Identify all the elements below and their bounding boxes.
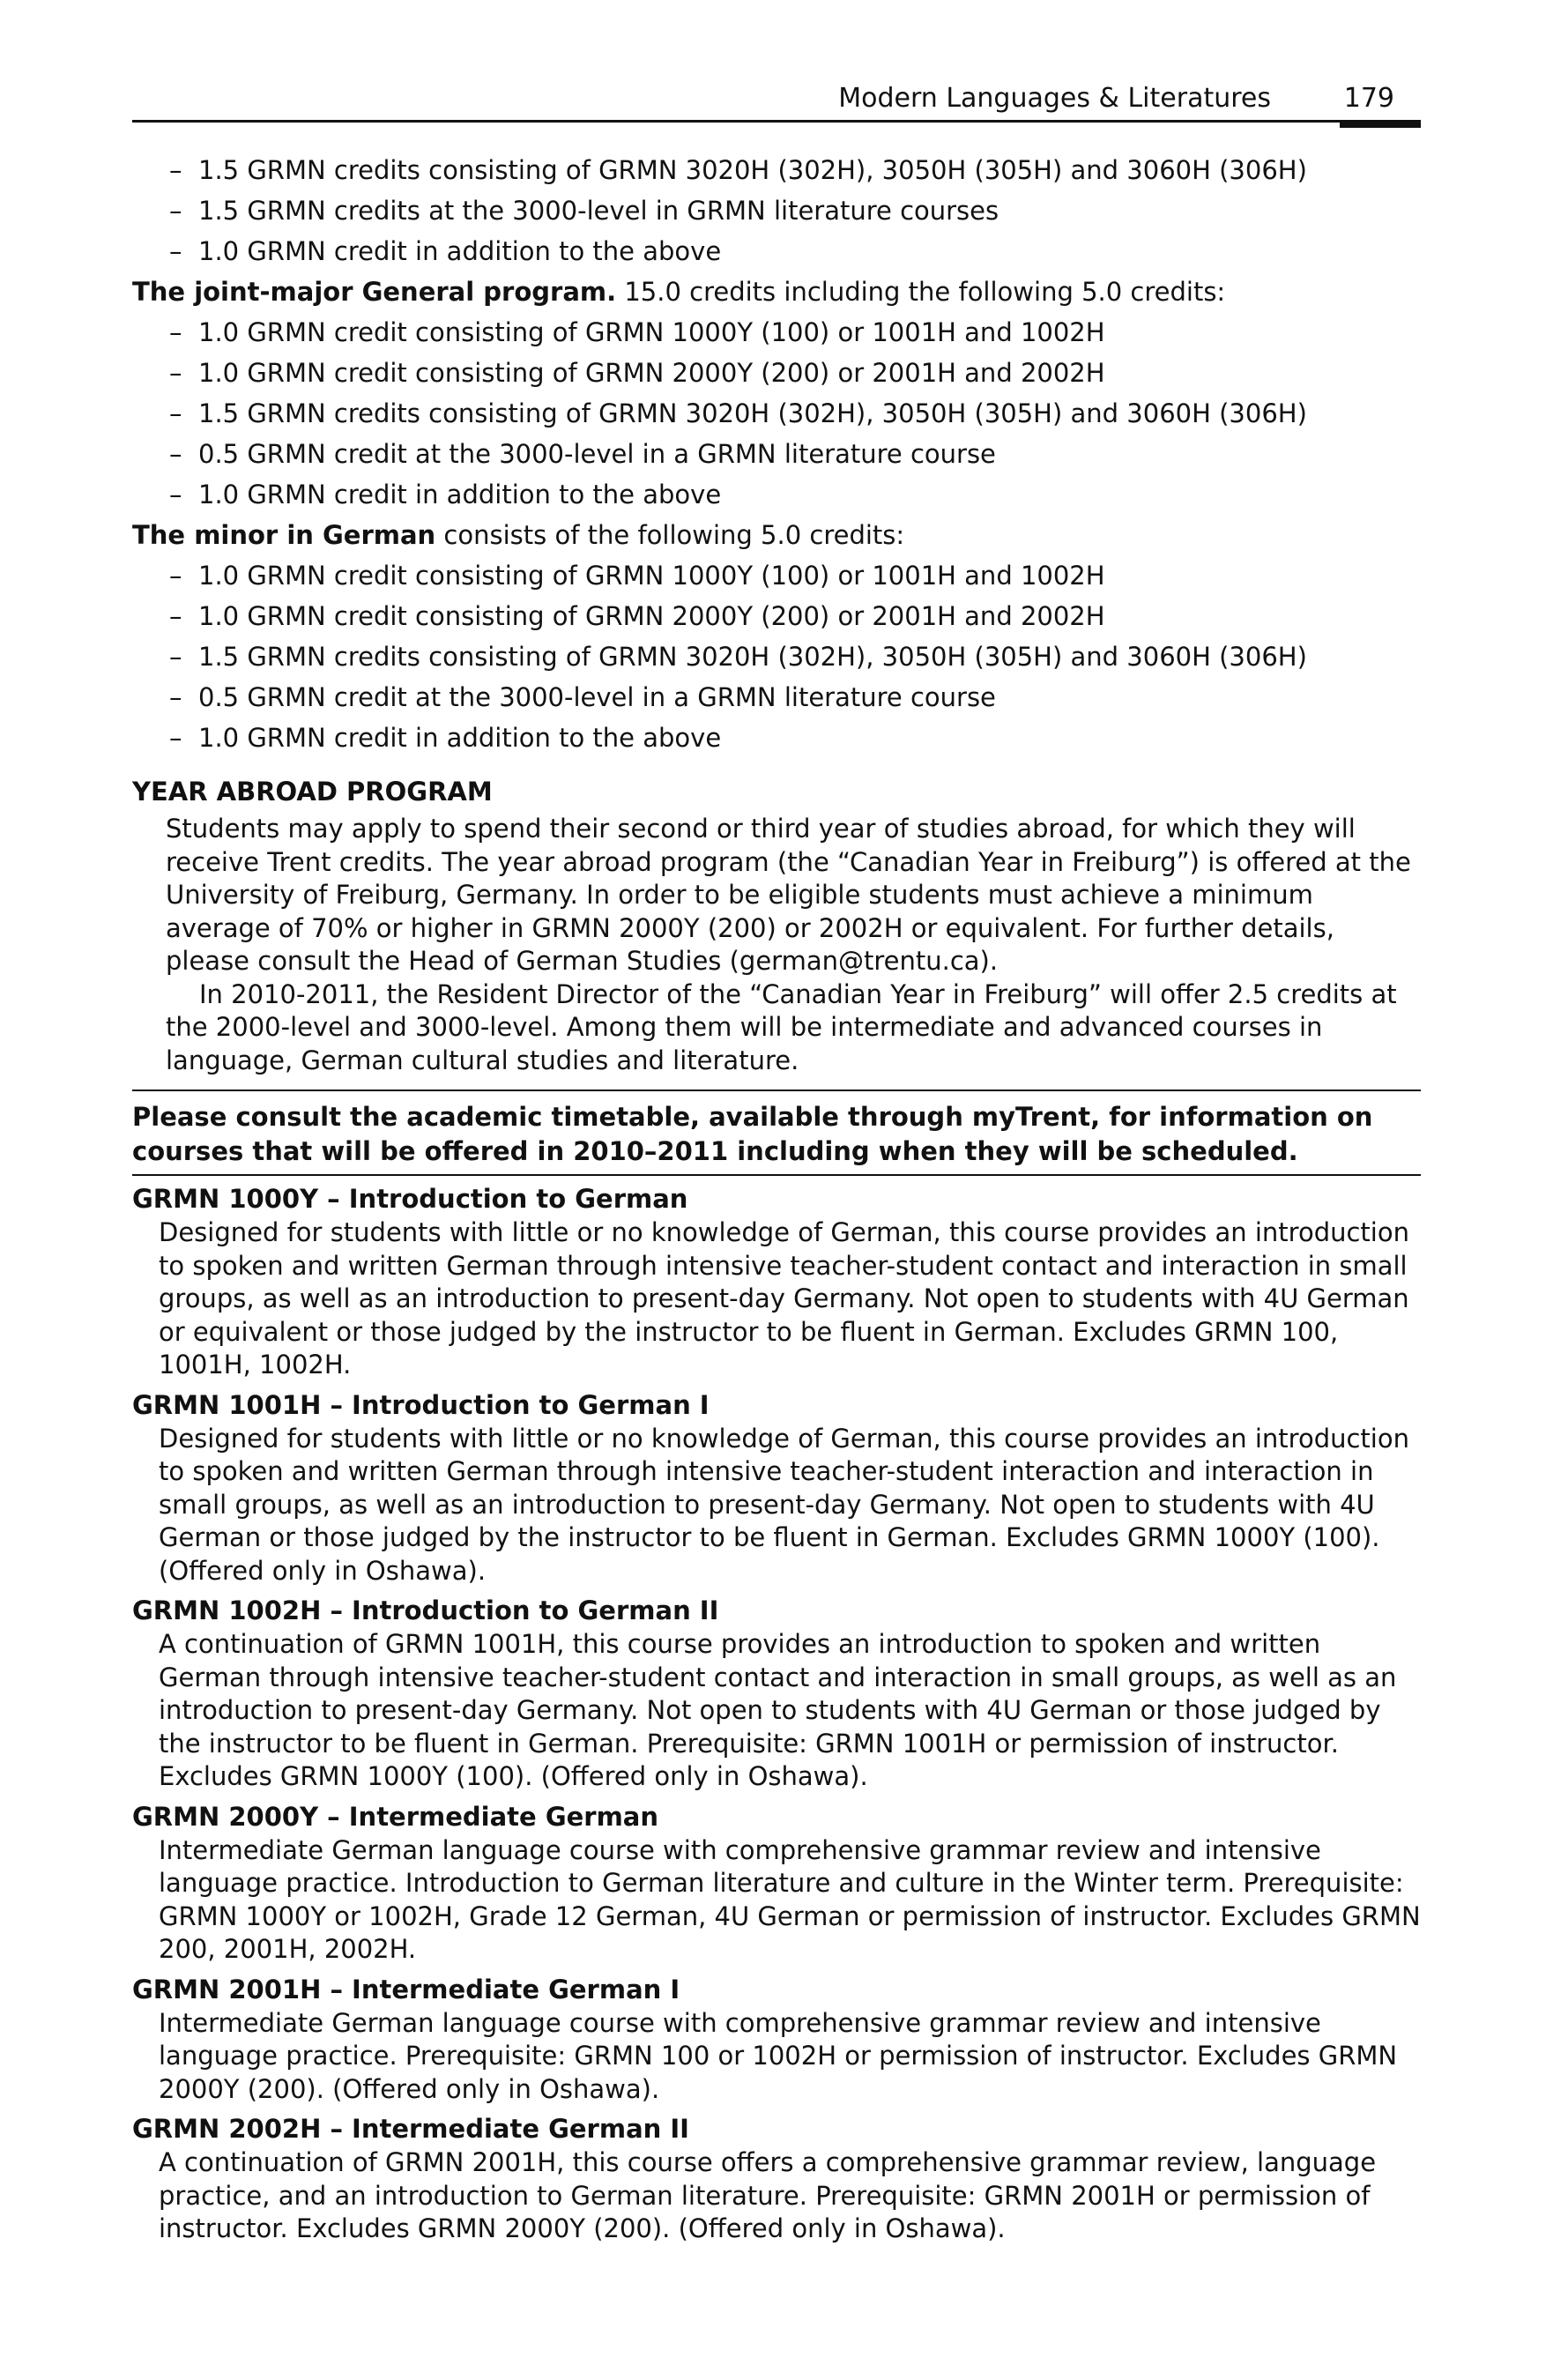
list-item: – 1.5 GRMN credits consisting of GRMN 3020H (302H), 3050H (305H) and 3060H (306H) xyxy=(169,155,1307,185)
course-title: GRMN 2000Y – Intermediate German xyxy=(132,1801,659,1832)
year-abroad-paragraph: Students may apply to spend their second or third year of studies abroad, for which they will receive Trent credits. The year abroad program (the “Canadian Year in Freiburg”) is offered at the University of Freiburg, Germany. In order to be eligible students must achieve a minimum average of 70% or higher in GRMN 2000Y (200) or 2002H or equivalent. For further details, please consult the Head of German Studies (german@trentu.ca). xyxy=(166,814,1411,976)
course-title: GRMN 2001H – Intermediate German I xyxy=(132,1974,680,2004)
course-description: A continuation of GRMN 2001H, this course offers a comprehensive grammar review, language practice, and an introduction to German literature. Prerequisite: GRMN 2001H or permission of instructor. Excludes GRMN 2000Y (200). (Offered only in Oshawa). xyxy=(159,2147,1377,2243)
course-entry xyxy=(132,1972,1421,2107)
timetable-notice: Please consult the academic timetable, available through myTrent, for information on courses that will be offered in 2010–2011 including when they will be scheduled. xyxy=(132,1090,1421,1176)
list-item: – 0.5 GRMN credit at the 3000-level in a GRMN literature course xyxy=(169,682,996,712)
course-title: GRMN 1002H – Introduction to German II xyxy=(132,1595,719,1625)
list-item: – 1.0 GRMN credit consisting of GRMN 1000Y (100) or 1001H and 1002H xyxy=(169,317,1105,347)
course-title: GRMN 2002H – Intermediate German II xyxy=(132,2114,689,2144)
course-description: Designed for students with little or no knowledge of German, this course provides an introduction to spoken and written German through intensive teacher-student contact and interaction in small groups, as well as an introduction to present-day Germany. Not open to students with 4U German or equivalent or those judged by the instructor to be fluent in German. Excludes GRMN 100, 1001H, 1002H. xyxy=(159,1217,1409,1380)
list-item: – 1.5 GRMN credits consisting of GRMN 3020H (302H), 3050H (305H) and 3060H (306H) xyxy=(169,398,1307,428)
top-requirement-list xyxy=(132,150,1421,271)
course-description: Intermediate German language course with comprehensive grammar review and intensive language practice. Introduction to German literature and culture in the Winter term. Prerequisite: GRMN 1000Y or 1002H, Grade 12 German, 4U German or permission of instructor. Excludes GRMN 200, 2001H, 2002H. xyxy=(159,1834,1421,1964)
course-title: GRMN 1000Y – Introduction to German xyxy=(132,1184,688,1214)
list-item: – 0.5 GRMN credit at the 3000-level in a GRMN literature course xyxy=(169,439,996,469)
minor-list xyxy=(132,555,1421,758)
minor-title: The minor in German xyxy=(132,520,436,550)
year-abroad-paragraph: In 2010-2011, the Resident Director of the “Canadian Year in Freiburg” will offer 2.5 credits at the 2000-level and 3000-level. Among them will be intermediate and advanced courses in language, German cultural studies and literature. xyxy=(166,978,1397,1075)
minor-intro: The minor in German consists of the following 5.0 credits: xyxy=(132,520,905,550)
list-item: – 1.0 GRMN credit in addition to the above xyxy=(169,236,722,266)
list-item: – 1.5 GRMN credits at the 3000-level in GRMN literature courses xyxy=(169,196,999,226)
list-item: – 1.5 GRMN credits consisting of GRMN 3020H (302H), 3050H (305H) and 3060H (306H) xyxy=(169,642,1307,672)
joint-major-intro: The joint-major General program. 15.0 credits including the following 5.0 credits: xyxy=(132,277,1226,307)
course-description: Designed for students with little or no knowledge of German, this course provides an introduction to spoken and written German through intensive teacher-student interaction and interaction in small groups, as well as an introduction to present-day Germany. Not open to students with 4U German or those judged by the instructor to be fluent in German. Excludes GRMN 1000Y (100). (Offered only in Oshawa). xyxy=(159,1423,1409,1586)
course-entry xyxy=(132,1181,1421,1382)
course-title: GRMN 1001H – Introduction to German I xyxy=(132,1389,710,1420)
list-item: – 1.0 GRMN credit consisting of GRMN 2000Y (200) or 2001H and 2002H xyxy=(169,358,1105,388)
course-entry xyxy=(132,1799,1421,1967)
list-item: – 1.0 GRMN credit consisting of GRMN 1000Y (100) or 1001H and 1002H xyxy=(169,561,1105,591)
joint-major-title: The joint-major General program. xyxy=(132,277,617,307)
year-abroad-heading: YEAR ABROAD PROGRAM xyxy=(132,777,493,807)
header-rule xyxy=(132,120,1419,123)
course-description: A continuation of GRMN 1001H, this course provides an introduction to spoken and written German through intensive teacher-student contact and interaction in small groups, as well as an introduction to present-day Germany. Not open to students with 4U German or those judged by the instructor to be fluent in German. Prerequisite: GRMN 1001H or permission of instructor. Excludes GRMN 1000Y (100). (Offered only in Oshawa). xyxy=(159,1629,1397,1791)
page-content xyxy=(132,150,1421,2246)
header-tab xyxy=(1340,120,1421,128)
list-item: – 1.0 GRMN credit consisting of GRMN 2000Y (200) or 2001H and 2002H xyxy=(169,601,1105,631)
list-item: – 1.0 GRMN credit in addition to the above xyxy=(169,480,722,509)
joint-major-list xyxy=(132,312,1421,515)
page-header xyxy=(132,79,1421,122)
list-item: – 1.0 GRMN credit in addition to the above xyxy=(169,723,722,753)
page-number: 179 xyxy=(1343,83,1394,114)
course-description: Intermediate German language course with comprehensive grammar review and intensive language practice. Prerequisite: GRMN 100 or 1002H or permission of instructor. Excludes GRMN 2000Y (200). (Offered only in Oshawa). xyxy=(159,2007,1398,2104)
course-entry xyxy=(132,2111,1421,2246)
course-entry xyxy=(132,1593,1421,1794)
running-head: Modern Languages & Literatures xyxy=(838,83,1271,114)
course-entry xyxy=(132,1387,1421,1588)
